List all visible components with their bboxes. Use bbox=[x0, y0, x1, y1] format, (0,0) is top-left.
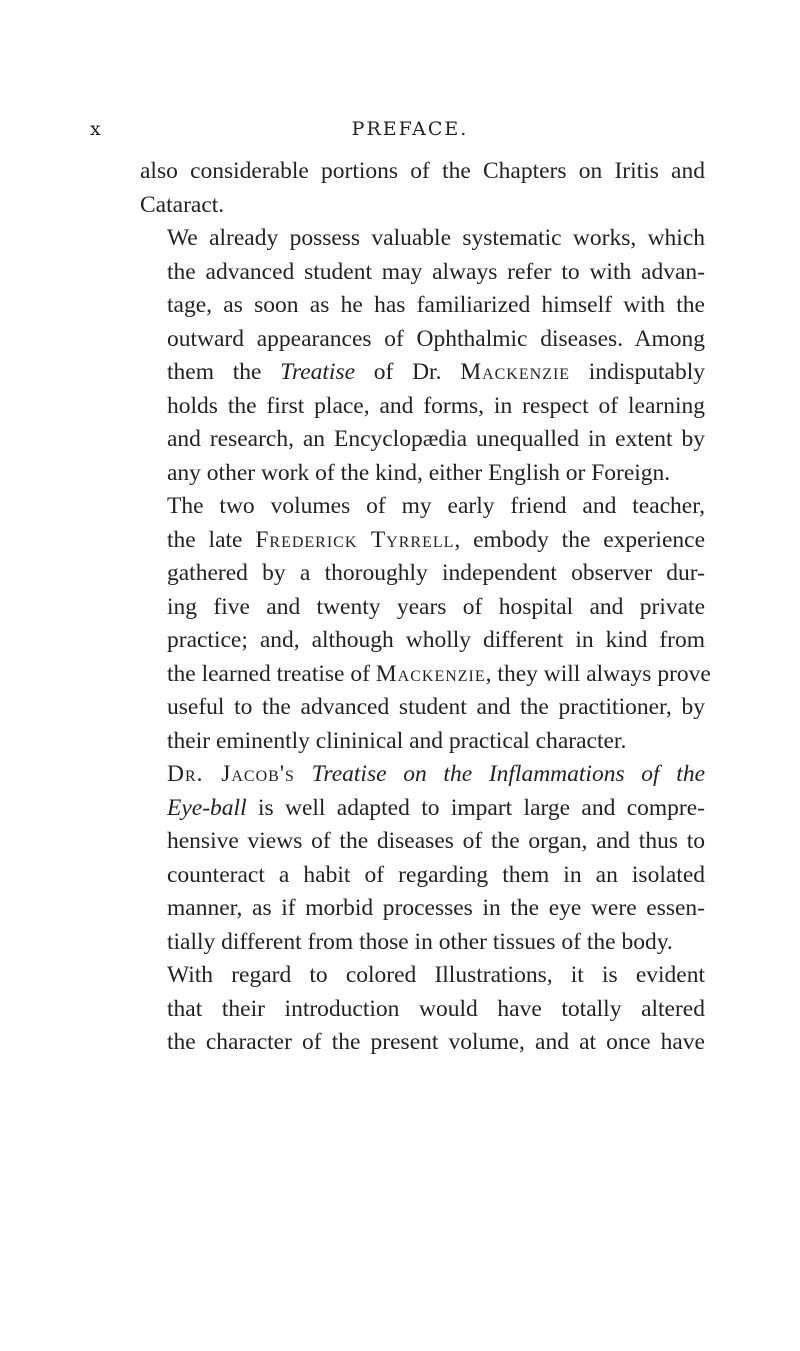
text-line: useful to the advanced student and the practitioner, by bbox=[167, 694, 705, 720]
text-line: outward appearances of Ophthalmic diseases. Among bbox=[167, 325, 705, 352]
text-line: the advanced student may always refer to with advan- bbox=[167, 258, 705, 285]
text-line: ing five and twenty years of hospital and private bbox=[167, 593, 705, 620]
paragraph bbox=[140, 959, 705, 1060]
body-text bbox=[140, 155, 711, 1060]
text-line: With regard to colored Illustrations, it is evident bbox=[167, 962, 705, 988]
author-name: Mackenzie bbox=[460, 359, 571, 385]
text-line: also considerable portions of the Chapters on Iritis and bbox=[140, 158, 705, 184]
text-line: their eminently clininical and practical character. bbox=[167, 727, 627, 754]
author-name: Dr. Jacob's bbox=[167, 761, 295, 787]
text-line-rich: them the Treatise of Dr. Mackenzie indisputably bbox=[167, 359, 705, 385]
emphasis-text: Treatise bbox=[280, 359, 356, 385]
running-head: PREFACE. bbox=[351, 118, 469, 140]
paragraph bbox=[140, 222, 705, 490]
paragraph bbox=[140, 490, 711, 758]
book-title: Treatise on the Inflammations of the bbox=[311, 761, 705, 787]
text-line: practice; and, although wholly different in kind from bbox=[167, 627, 705, 653]
paragraph bbox=[140, 155, 705, 222]
text-line-rich: the late Frederick Tyrrell, embody the experience bbox=[167, 526, 705, 553]
text-line: hensive views of the diseases of the organ, and thus to bbox=[167, 828, 705, 854]
paragraph bbox=[140, 758, 705, 959]
text-line: any other work of the kind, either English or Foreign. bbox=[167, 459, 671, 486]
author-name: Frederick Tyrrell bbox=[255, 526, 455, 553]
text-line: holds the first place, and forms, in respect of learning bbox=[167, 392, 705, 419]
text-line: and research, an Encyclopædia unequalled in extent by bbox=[167, 426, 705, 452]
text-line: tage, as soon as he has familiarized himself with the bbox=[167, 292, 705, 318]
text-line-rich: the learned treatise of Mackenzie, they will always prove bbox=[167, 660, 711, 687]
text-line: Cataract. bbox=[140, 191, 225, 218]
text-line: We already possess valuable systematic works, which bbox=[167, 225, 705, 251]
text-line: The two volumes of my early friend and teacher, bbox=[167, 493, 705, 519]
text-line: counteract a habit of regarding them in an isolated bbox=[167, 861, 705, 888]
text-line: that their introduction would have totally altered bbox=[167, 995, 705, 1022]
text-line: the character of the present volume, and at once have bbox=[167, 1029, 705, 1055]
text-line: gathered by a thoroughly independent observer dur- bbox=[167, 560, 705, 586]
text-line-rich bbox=[140, 758, 705, 792]
author-name: Mackenzie bbox=[375, 660, 486, 687]
text-line: tially different from those in other tissues of the body. bbox=[167, 928, 673, 955]
text-line-rich: Eye-ball is well adapted to impart large and compre- bbox=[167, 794, 705, 821]
page-header bbox=[90, 118, 730, 148]
text-line: manner, as if morbid processes in the eye were essen- bbox=[167, 895, 705, 921]
page-number: x bbox=[90, 118, 102, 140]
book-title: Eye-ball bbox=[167, 794, 247, 821]
